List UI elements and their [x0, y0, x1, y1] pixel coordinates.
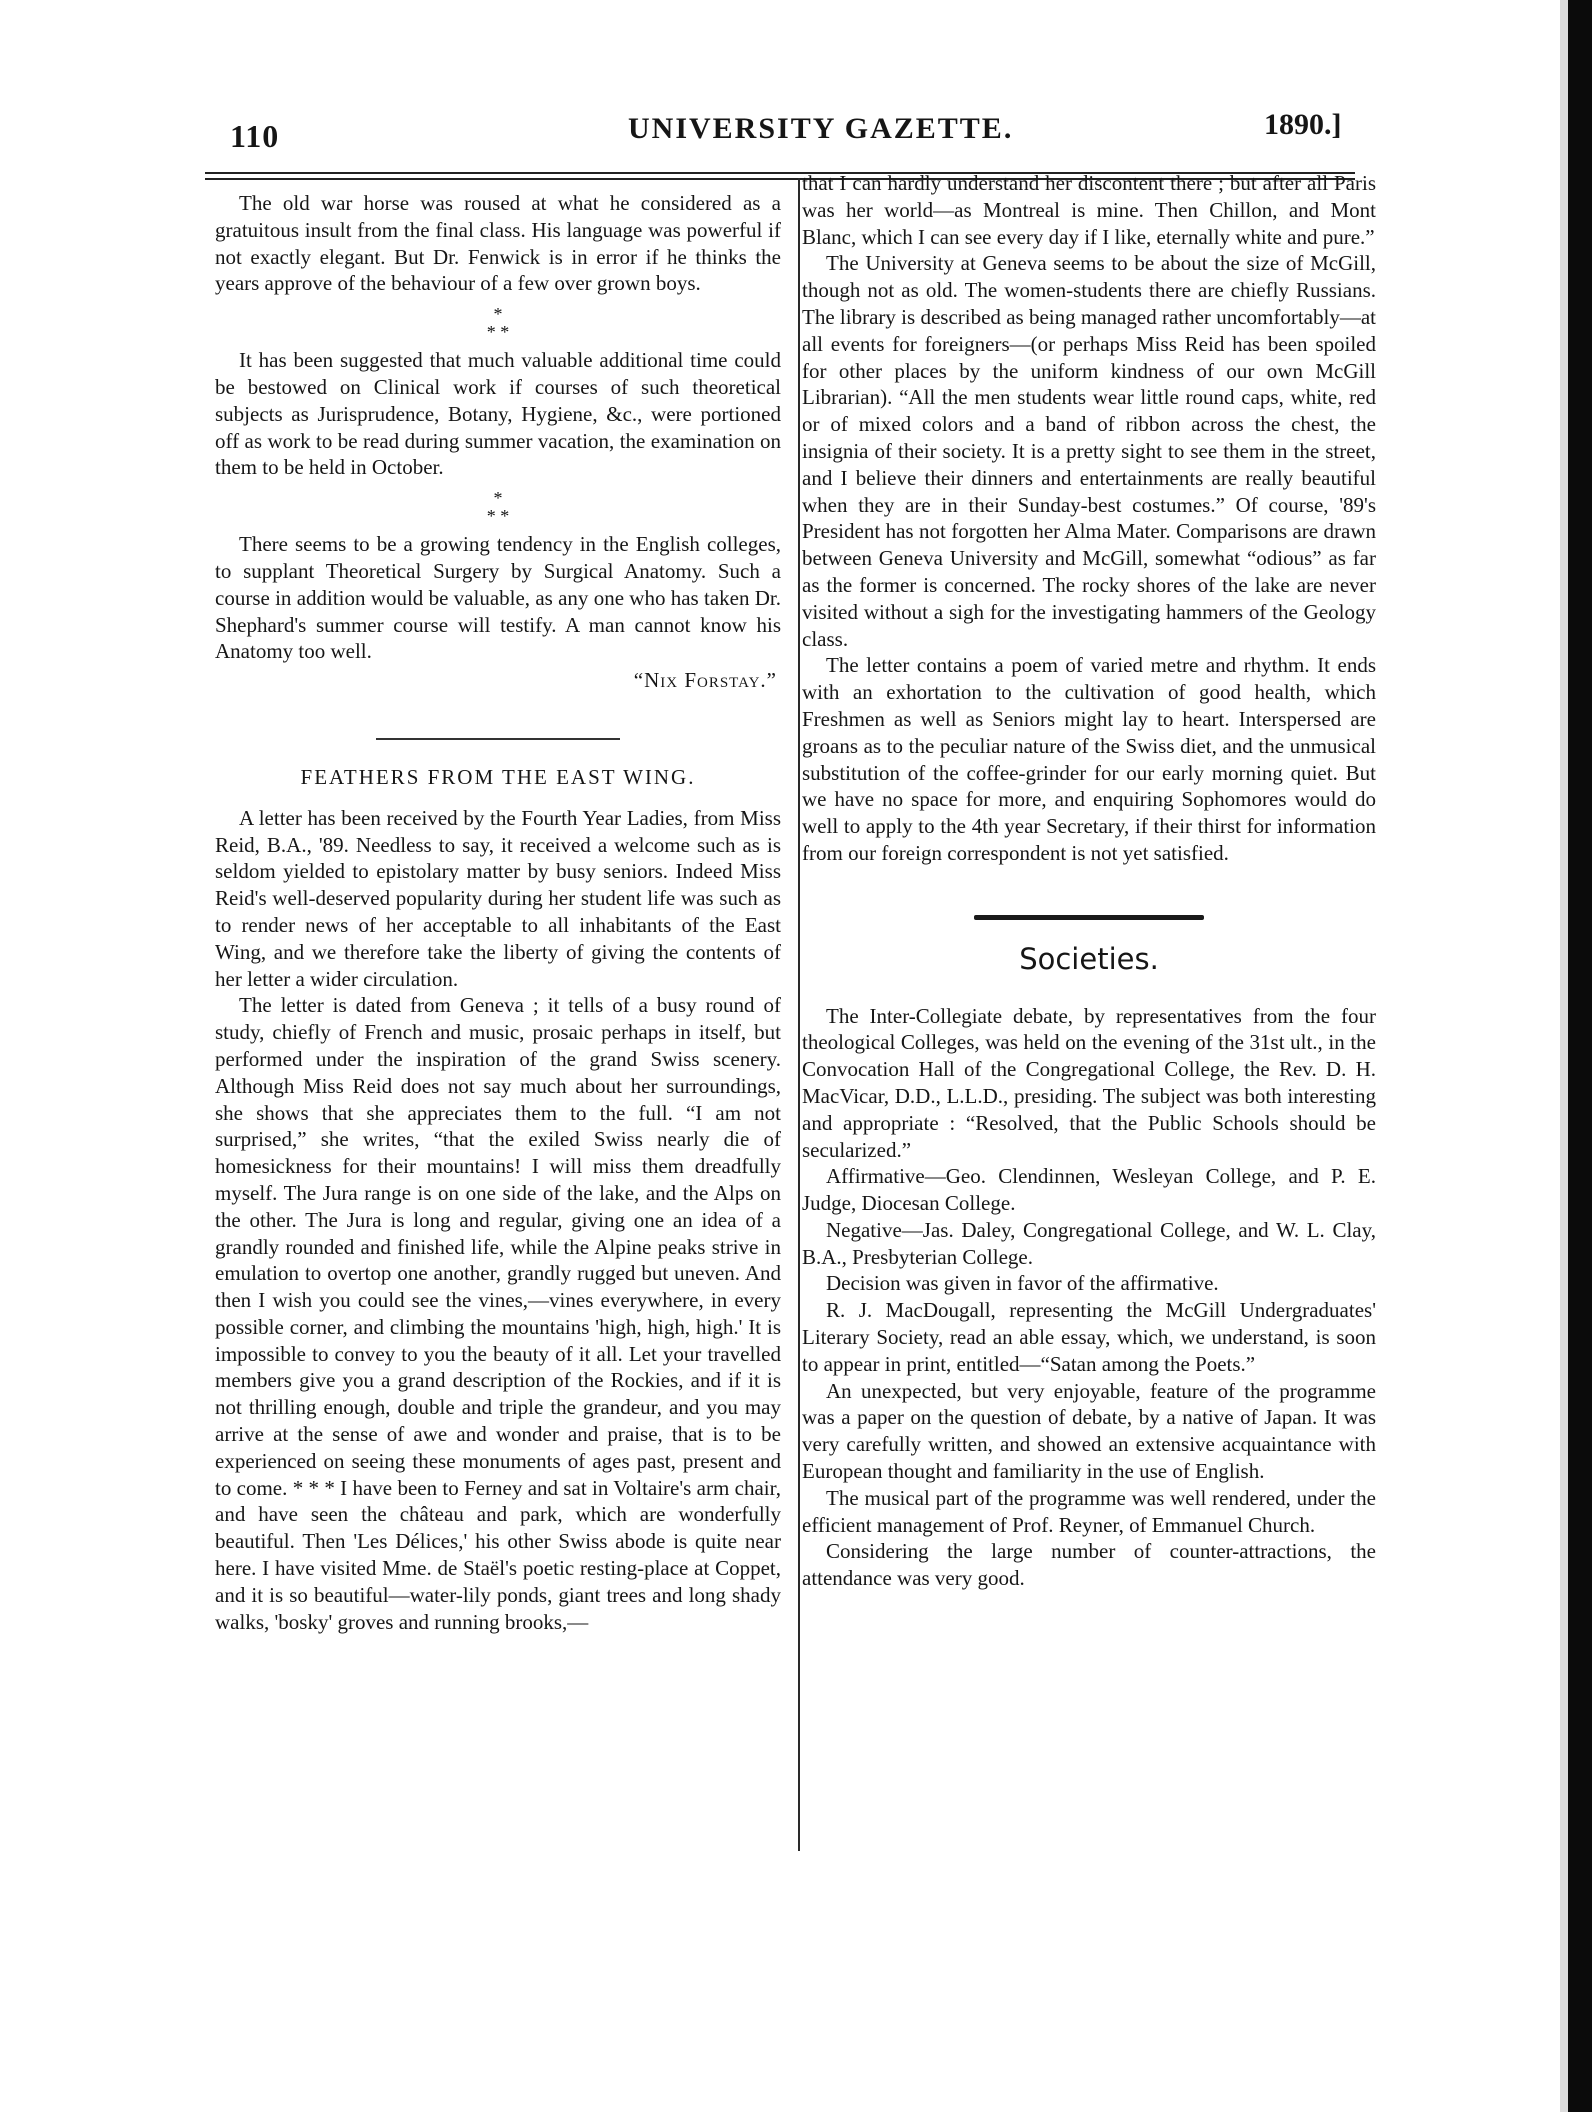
asterism-separator	[215, 305, 781, 341]
paragraph: The old war horse was roused at what he considered as a gratuitous insult from the final class. His language was powerful if not exactly elegant. But Dr. Fenwick is in error if he thinks the years approve of the behaviour of a few over grown boys.	[215, 191, 781, 296]
paragraph: R. J. MacDougall, representing the McGill Undergraduates' Literary Society, read an able essay, which, we understand, is soon to appear in print, entitled—“Satan among the Poets.”	[802, 1298, 1376, 1376]
paragraph: The University at Geneva seems to be about the size of McGill, though not as old. The women-students there are chiefly Russians. The library is described as being managed rather uncomfortably—at all events for foreigners—(or perhaps Miss Reid has been spoiled for other places by the uniform kindness of our own McGill Librarian). “All the men students wear little round caps, white, red or of mixed colors and a band of ribbon across the chest, the insignia of their society. It is a pretty sight to see them in the street, and I believe their dinners and entertainments are really beautiful when they are in their Sunday-best costumes.” Of course, '89's President has not forgotten her Alma Mater. Comparisons are drawn between Geneva University and McGill, somewhat “odious” as far as the former is concerned. The rocky shores of the lake are never visited without a sigh for the investigating hammers of the Geology class.	[802, 251, 1376, 651]
page-number: 110	[230, 118, 280, 154]
paragraph: Affirmative—Geo. Clendinnen, Wesleyan College, and P. E. Judge, Diocesan College.	[802, 1164, 1376, 1216]
section-heading: FEATHERS FROM THE EAST WING.	[300, 764, 696, 789]
scan-edge-bar	[1568, 0, 1592, 2112]
paragraph: It has been suggested that much valuable additional time could be bestowed on Clinical work if courses of such theoretical subjects as Jurisprudence, Botany, Hygiene, &c., were portioned off as work to be read during summer vacation, the examination on them to be held in October.	[215, 348, 781, 480]
right-column	[802, 170, 1376, 1592]
asterism-top: *	[493, 304, 503, 325]
paragraph: Decision was given in favor of the affirmative.	[826, 1271, 1219, 1296]
asterism-top: *	[493, 488, 503, 509]
section-heading: Societies.	[1019, 941, 1159, 976]
signature: “Nix Forstay.”	[633, 668, 777, 693]
paragraph: The letter is dated from Geneva ; it tells of a busy round of study, chiefly of French and music, prosaic perhaps in itself, but performed under the inspiration of the grand Swiss scenery. Although Miss Reid does not say much about her surroundings, she shows that she appreciates them to the full. “I am not surprised,” she writes, “that the exiled Swiss nearly die of homesickness for their mountains! I will miss them dreadfully myself. The Jura range is on one side of the lake, and the Alps on the other. The Jura is long and regular, giving one an idea of a grandly rounded and finished life, while the Alpine peaks strive in emulation to overtop one another, grandly rugged but uneven. And then I wish you could see the vines,—vines everywhere, in every possible corner, and climbing the mountains 'high, high, high.' It is impossible to convey to you the beauty of it all. Let your travelled members give you a grand description of the Rockies, and if it is not thrilling enough, double and triple the grandeur, and you may arrive at the sense of awe and wonder and praise, that is to be experienced on seeing these monuments of ages past, present and to come. * * * I have been to Ferney and sat in Voltaire's arm chair, and have seen the château and park, which are wonderfully beautiful. Then 'Les Délices,' his other Swiss abode is quite near here. I have visited Mme. de Staël's poetic resting-place at Coppet, and it is so beautiful—water-lily ponds, giant trees and long shady walks, 'bosky' groves and running brooks,—	[215, 993, 781, 1634]
column-divider	[798, 178, 800, 1851]
paragraph-continued: that I can hardly understand her discontent there ; but after all Paris was her world—as Montreal is mine. Then Chillon, and Mont Blanc, which I can see every day if I like, eternally white and pure.”	[802, 171, 1376, 249]
asterism-bottom: * *	[486, 506, 510, 527]
asterism-bottom: * *	[486, 322, 510, 343]
paragraph: Negative—Jas. Daley, Congregational College, and W. L. Clay, B.A., Presbyterian College.	[802, 1217, 1376, 1269]
running-title: UNIVERSITY GAZETTE.	[628, 112, 1014, 145]
paragraph: The musical part of the programme was well rendered, under the efficient management of Prof. Reyner, of Emmanuel Church.	[802, 1485, 1376, 1537]
paragraph: A letter has been received by the Fourth Year Ladies, from Miss Reid, B.A., '89. Needless to say, it received a welcome such as is seldom yielded to epistolary matter by busy seniors. Indeed Miss Reid's well-deserved popularity during her student life was such as to render news of her acceptable to all inhabitants of the East Wing, and we therefore take the liberty of giving the contents of her letter a wider circulation.	[215, 805, 781, 991]
left-column	[215, 190, 781, 1635]
section-separator	[376, 738, 620, 740]
paragraph: An unexpected, but very enjoyable, feature of the programme was a paper on the question of debate, by a native of Japan. It was very carefully written, and showed an extensive acquaintance with European thought and familiarity in the use of English.	[802, 1378, 1376, 1484]
paragraph: The Inter-Collegiate debate, by representatives from the four theological Colleges, was held on the evening of the 31st ult., in the Convocation Hall of the Congregational College, the Rev. D. H. MacVicar, D.D., L.L.D., presiding. The subject was both interesting and appropriate : “Resolved, that the Public Schools should be secularized.”	[802, 1003, 1376, 1162]
scan-edge-gap	[1560, 0, 1568, 2112]
section-separator	[974, 915, 1204, 920]
paragraph: Considering the large number of counter-attractions, the attendance was very good.	[802, 1539, 1376, 1591]
asterism-separator	[215, 489, 781, 525]
paragraph: The letter contains a poem of varied metre and rhythm. It ends with an exhortation to the cultivation of good health, which Freshmen as well as Seniors might lay to heart. Interspersed are groans as to the peculiar nature of the Swiss diet, and the unmusical substitution of the coffee-grinder for our early morning quiet. But we have no space for more, and enquiring Sophomores would do well to apply to the 4th year Secretary, if their thirst for information from our foreign correspondent is not yet satisfied.	[802, 653, 1376, 865]
paragraph: There seems to be a growing tendency in the English colleges, to supplant Theoretical Surgery by Surgical Anatomy. Such a course in addition would be valuable, as any one who has taken Dr. Shephard's summer course will testify. A man cannot know his Anatomy too well.	[215, 532, 781, 664]
issue-year: 1890.]	[1264, 108, 1342, 141]
